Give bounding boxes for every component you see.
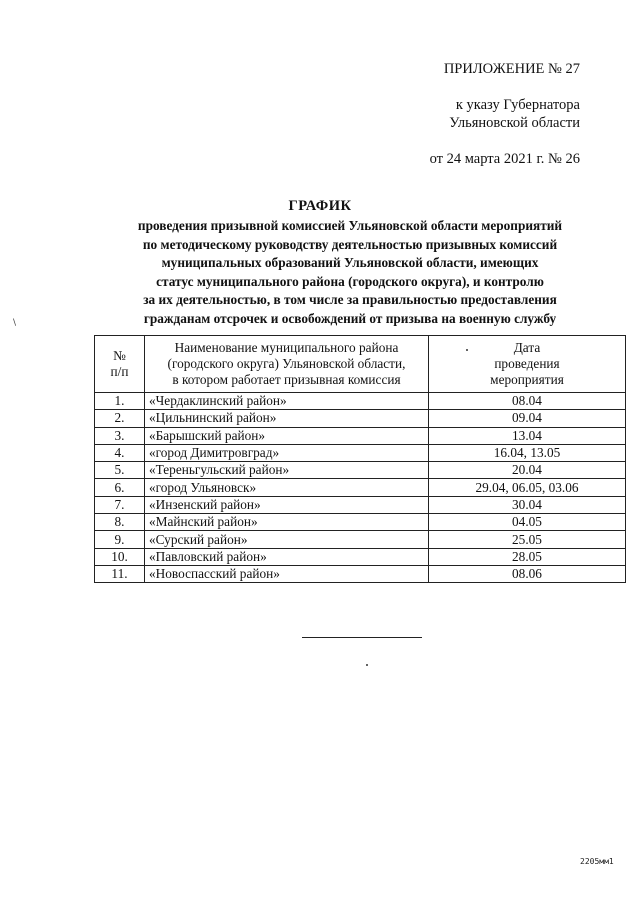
document-title: ГРАФИК <box>288 198 352 214</box>
row-number: 9. <box>95 531 145 548</box>
row-district: «Инзенский район» <box>145 496 429 513</box>
table-row <box>95 444 626 461</box>
subtitle-line: проведения призывной комиссией Ульяновской области мероприятий <box>137 218 563 233</box>
scan-dot <box>366 664 368 666</box>
table-row <box>95 496 626 513</box>
row-district: «город Димитровград» <box>145 444 429 461</box>
row-number: 3. <box>95 427 145 444</box>
header-name <box>145 336 429 393</box>
header-name-line: (городского округа) Ульяновской области, <box>167 356 406 371</box>
row-district: «Тереньгульский район» <box>145 462 429 479</box>
row-district: «Майнский район» <box>145 514 429 531</box>
row-district: «город Ульяновск» <box>145 479 429 496</box>
header-date <box>429 336 626 393</box>
row-district: «Сурский район» <box>145 531 429 548</box>
row-number: 11. <box>95 565 145 582</box>
row-number: 10. <box>95 548 145 565</box>
row-number: 1. <box>95 393 145 410</box>
row-date: 16.04, 13.05 <box>429 444 626 461</box>
subtitle-line: муниципальных образований Ульяновской области, имеющих <box>161 255 539 270</box>
row-date: 25.05 <box>429 531 626 548</box>
decree-region: Ульяновской области <box>449 115 580 131</box>
subtitle-line: по методическому руководству деятельностью призывных комиссий <box>142 236 558 252</box>
table-row <box>95 531 626 548</box>
row-date: 09.04 <box>429 410 626 427</box>
row-district: «Павловский район» <box>145 548 429 565</box>
header-num-line: № <box>113 348 126 363</box>
row-date: 20.04 <box>429 462 626 479</box>
header-date-line: проведения <box>494 356 560 371</box>
header-date-line: Дата <box>513 340 541 355</box>
subtitle-line: статус муниципального района (городского округа), и контролю <box>156 273 544 289</box>
subtitle-line: гражданам отсрочек и освобождений от призыва на военную службу <box>143 310 557 326</box>
document-code: 2205мм1 <box>580 857 614 866</box>
header-name-line: Наименование муниципального района <box>174 340 399 355</box>
row-date: 08.06 <box>429 565 626 582</box>
header-date-line: мероприятия <box>490 372 564 387</box>
appendix-number: ПРИЛОЖЕНИЕ № 27 <box>443 61 580 77</box>
row-date: 13.04 <box>429 427 626 444</box>
row-district: «Цильнинский район» <box>145 410 429 427</box>
document-subtitle <box>90 217 610 328</box>
row-number: 5. <box>95 462 145 479</box>
header-num-line: п/п <box>110 364 129 379</box>
header-num <box>95 336 145 393</box>
scan-mark: \ <box>13 318 17 328</box>
table-row <box>95 462 626 479</box>
row-date: 28.05 <box>429 548 626 565</box>
table-row <box>95 565 626 582</box>
row-date: 04.05 <box>429 514 626 531</box>
table-header-row <box>95 336 626 393</box>
row-date: 30.04 <box>429 496 626 513</box>
table-row <box>95 393 626 410</box>
row-district: «Новоспасский район» <box>145 565 429 582</box>
schedule-table <box>94 335 626 583</box>
decree-reference: к указу Губернатора <box>455 97 580 113</box>
row-number: 4. <box>95 444 145 461</box>
row-number: 8. <box>95 514 145 531</box>
row-district: «Чердаклинский район» <box>145 393 429 410</box>
table-row <box>95 479 626 496</box>
decree-date: от 24 марта 2021 г. № 26 <box>429 151 580 167</box>
scan-dot <box>466 349 468 351</box>
table-row <box>95 548 626 565</box>
row-district: «Барышский район» <box>145 427 429 444</box>
subtitle-line: за их деятельностью, в том числе за правильностью предоставления <box>143 292 557 307</box>
row-number: 7. <box>95 496 145 513</box>
table-row <box>95 427 626 444</box>
row-date: 29.04, 06.05, 03.06 <box>429 479 626 496</box>
table-row <box>95 514 626 531</box>
row-date: 08.04 <box>429 393 626 410</box>
row-number: 6. <box>95 479 145 496</box>
header-name-line: в котором работает призывная комиссия <box>172 372 401 387</box>
table-row <box>95 410 626 427</box>
row-number: 2. <box>95 410 145 427</box>
separator-line <box>302 637 422 638</box>
